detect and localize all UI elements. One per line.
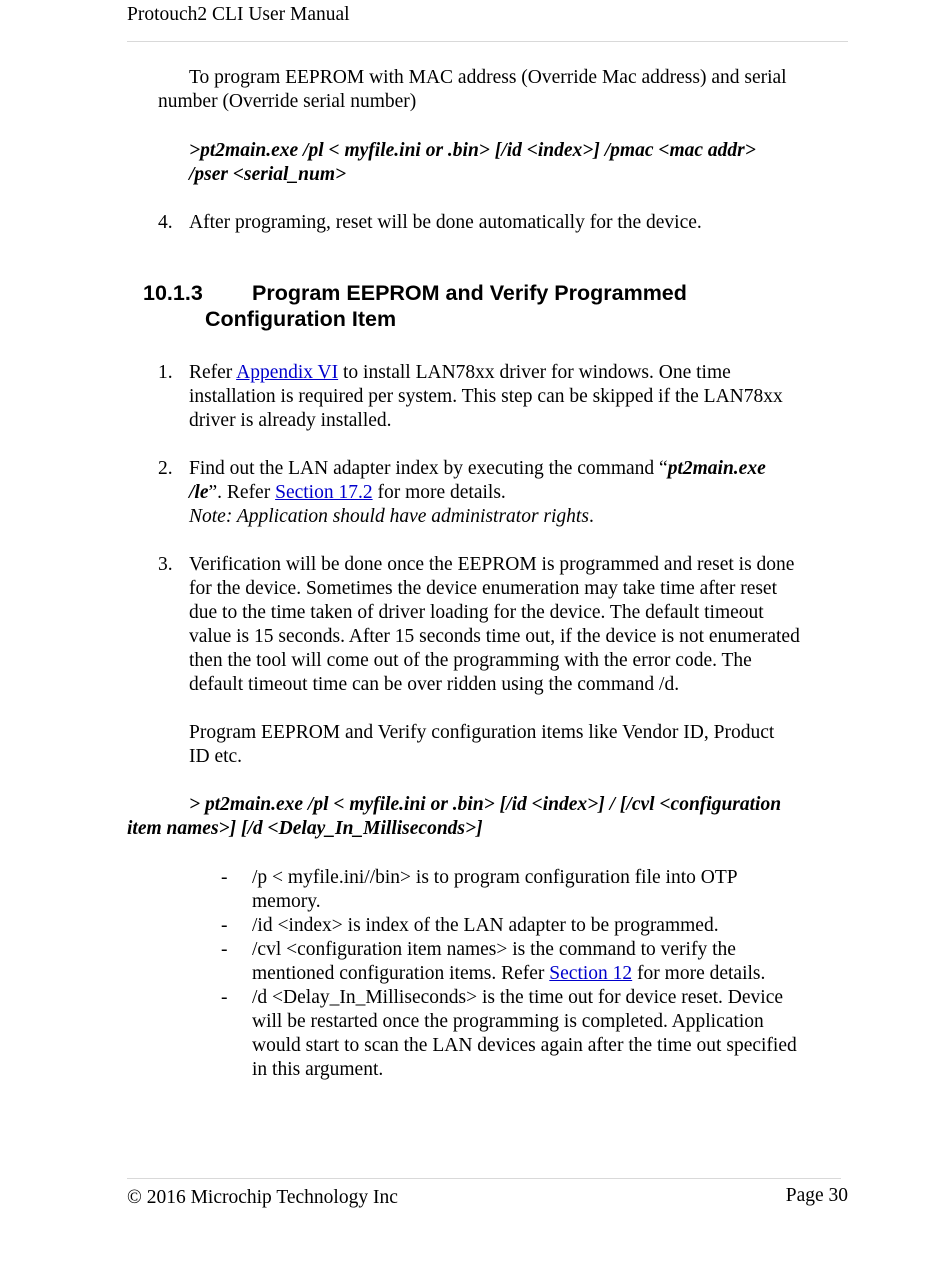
command-line-2: /pser <serial_num> — [189, 164, 347, 185]
item-2-line-1 — [189, 457, 766, 481]
footer-divider — [127, 1178, 841, 1179]
command-2-line-1: > pt2main.exe /pl < myfile.ini or .bin> [/id <index>] / [/cvl <configuration — [189, 794, 782, 815]
item-3-para2-line-2: ID etc. — [189, 746, 243, 767]
bullet-3-dash: - — [221, 939, 228, 960]
bullet-3-text-end: for more details. — [632, 963, 766, 984]
item-1-text-cont: to install LAN78xx driver for windows. One time — [338, 362, 731, 383]
item-2-note-end: . — [588, 506, 594, 527]
item-3-line-1: Verification will be done once the EEPROM is programmed and reset is done — [189, 554, 795, 575]
bullet-3-line-2 — [252, 962, 765, 986]
item-1-line-3: driver is already installed. — [189, 410, 392, 431]
appendix-vi-link[interactable]: Appendix VI — [236, 362, 339, 383]
item-2-text-cont: ”. Refer — [208, 482, 276, 503]
bullet-4-line-2: will be restarted once the programming is completed. Application — [252, 1011, 764, 1032]
item-2-command: pt2main.exe — [667, 458, 766, 479]
running-header: Protouch2 CLI User Manual — [127, 4, 350, 25]
bullet-4-line-3: would start to scan the LAN devices again after the time out specified — [252, 1035, 797, 1056]
bullet-1-dash: - — [221, 867, 228, 888]
command-line-1: >pt2main.exe /pl < myfile.ini or .bin> [/id <index>] /pmac <mac addr> — [189, 140, 756, 161]
footer-page-number: Page 30 — [785, 1185, 848, 1206]
item-2-number: 2. — [158, 458, 173, 479]
item-2-text: Find out the LAN adapter index by executing the command “ — [189, 458, 668, 479]
footer-copyright: © 2016 Microchip Technology Inc — [127, 1187, 398, 1208]
item-1-line-1 — [189, 361, 731, 385]
item-1-text: Refer — [189, 362, 237, 383]
command-2-line-2: item names>] [/d <Delay_In_Milliseconds>] — [127, 818, 483, 839]
intro-line-1: To program EEPROM with MAC address (Override Mac address) and serial — [189, 67, 787, 88]
section-title-line-1: Program EEPROM and Verify Programmed — [252, 281, 687, 305]
header-divider — [127, 41, 848, 42]
item-2-note-text: Note: Application should have administrator rights — [189, 506, 589, 527]
bullet-4-dash: - — [221, 987, 228, 1008]
step-4-text: After programing, reset will be done automatically for the device. — [189, 212, 702, 233]
bullet-3-text: mentioned configuration items. Refer — [252, 963, 550, 984]
item-3-para2-line-1: Program EEPROM and Verify configuration items like Vendor ID, Product — [189, 722, 775, 743]
item-3-number: 3. — [158, 554, 173, 575]
bullet-2-text: /id <index> is index of the LAN adapter to be programmed. — [252, 915, 719, 936]
item-2-text-end: for more details. — [372, 482, 506, 503]
item-1-number: 1. — [158, 362, 173, 383]
bullet-4-line-4: in this argument. — [252, 1059, 384, 1080]
item-1-line-2: installation is required per system. This step can be skipped if the LAN78xx — [189, 386, 783, 407]
bullet-2-dash: - — [221, 915, 228, 936]
item-3-line-6: default timeout time can be over ridden using the command /d. — [189, 674, 680, 695]
bullet-1-line-2: memory. — [252, 891, 321, 912]
bullet-4-line-1: /d <Delay_In_Milliseconds> is the time out for device reset. Device — [252, 987, 784, 1008]
item-2-line-2 — [189, 481, 506, 505]
bullet-3-line-1: /cvl <configuration item names> is the command to verify the — [252, 939, 736, 960]
item-3-line-4: value is 15 seconds. After 15 seconds time out, if the device is not enumerated — [189, 626, 800, 647]
section-17-2-link[interactable]: Section 17.2 — [275, 482, 373, 503]
section-12-link[interactable]: Section 12 — [549, 963, 633, 984]
intro-line-2: number (Override serial number) — [158, 91, 417, 112]
item-3-line-3: due to the time taken of driver loading for the device. The default timeout — [189, 602, 764, 623]
item-3-line-2: for the device. Sometimes the device enumeration may take time after reset — [189, 578, 778, 599]
item-2-command-cont: /le — [189, 482, 209, 503]
section-title-line-2: Configuration Item — [205, 307, 397, 331]
item-3-line-5: then the tool will come out of the programming with the error code. The — [189, 650, 752, 671]
item-2-note — [189, 505, 594, 529]
bullet-1-line-1: /p < myfile.ini//bin> is to program configuration file into OTP — [252, 867, 738, 888]
section-number: 10.1.3 — [143, 281, 203, 305]
step-4-number: 4. — [158, 212, 173, 233]
